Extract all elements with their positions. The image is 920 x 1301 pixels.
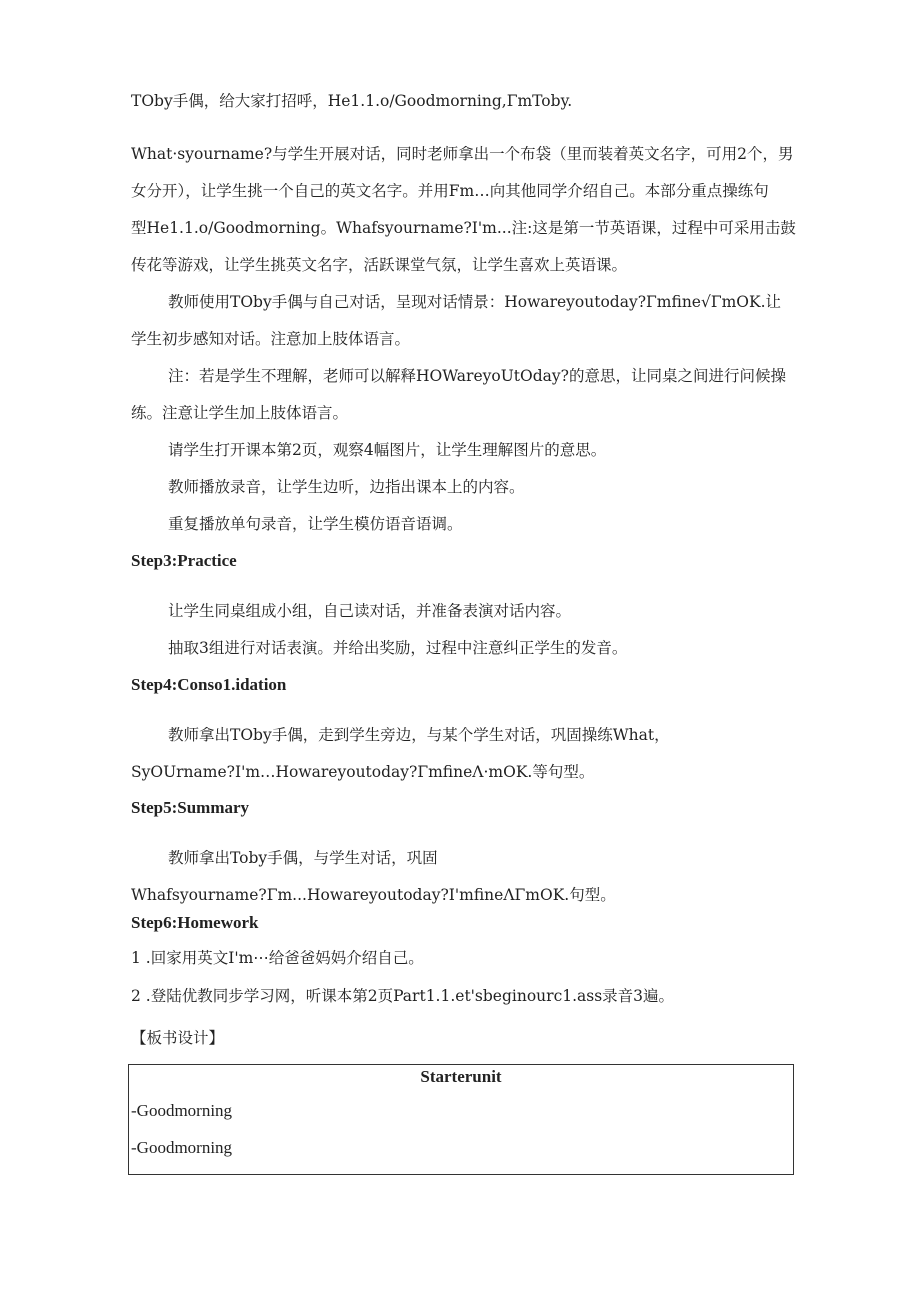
dialogue-paragraph-line: 教师使用TOby手偶与自己对话，呈现对话情景：Howareyoutoday?Γmfine√ΓmOK.让 (168, 293, 782, 311)
activity-paragraph-line: 女分开），让学生挑一个自己的英文名字。并用Fm…向其他同学介绍自己。本部分重点操练句 (131, 182, 769, 200)
listening-paragraph: 教师播放录音，让学生边听，边指出课本上的内容。 (168, 478, 525, 496)
practice-paragraph: 抽取3组进行对话表演。并给出奖励，过程中注意纠正学生的发音。 (168, 639, 628, 657)
board-design-label: 【板书设计】 (131, 1029, 225, 1047)
consolidation-paragraph-line: 教师拿出TOby手偶，走到学生旁边，与某个学生对话，巩固操练What， (168, 726, 670, 744)
activity-paragraph-line: 传花等游戏，让学生挑英文名字，活跃课堂气氛，让学生喜欢上英语课。 (131, 256, 628, 274)
practice-paragraph: 让学生同桌组成小组，自己读对话，并准备表演对话内容。 (168, 602, 572, 620)
board-title: Starterunit (420, 1067, 502, 1086)
dialogue-paragraph-line: 学生初步感知对话。注意加上肢体语言。 (131, 330, 411, 348)
note-paragraph-line: 注：若是学生不理解，老师可以解释HOWareyoUtOday?的意思，让同桌之间进行问候操 (168, 367, 786, 385)
consolidation-paragraph-line: SyOUrname?I'm…Howareyoutoday?ΓmfineΛ·mOK.等句型。 (131, 763, 595, 781)
activity-paragraph-line: What·syourname?与学生开展对话，同时老师拿出一个布袋（里而装着英文名字，可用2个，男 (131, 145, 794, 163)
step3-heading: Step3:Practice (131, 551, 237, 570)
summary-paragraph-line: Whafsyourname?Γm...Howareyoutoday?I'mfineΛΓmOK.句型。 (131, 886, 616, 904)
board-line: -Goodmorning (131, 1138, 233, 1157)
step5-heading: Step5:Summary (131, 798, 250, 817)
homework-item: 1 .回家用英文I'm⋯给爸爸妈妈介绍自己。 (131, 949, 424, 967)
board-design-box (128, 1064, 794, 1175)
activity-paragraph-line: 型He1.1.o/Goodmorning。Whafsyourname?I'm...注:这是第一节英语课，过程中可采用击鼓 (131, 219, 796, 237)
board-line: -Goodmorning (131, 1101, 233, 1120)
intro-paragraph: TOby手偶，给大家打招呼，He1.1.o/Goodmorning,ΓmToby. (131, 92, 573, 110)
note-paragraph-line: 练。注意让学生加上肢体语言。 (131, 404, 349, 422)
summary-paragraph-line: 教师拿出Toby手偶，与学生对话，巩固 (168, 849, 438, 867)
repeat-paragraph: 重复播放单句录音，让学生模仿语音语调。 (168, 515, 463, 533)
step4-heading: Step4:Conso1.idation (131, 675, 287, 694)
homework-item: 2 .登陆优教同步学习网，听课本第2页Part1.1.et'sbeginourc1.ass录音3遍。 (131, 987, 675, 1005)
step6-heading: Step6:Homework (131, 913, 259, 932)
textbook-paragraph: 请学生打开课本第2页，观察4幅图片，让学生理解图片的意思。 (168, 441, 607, 459)
